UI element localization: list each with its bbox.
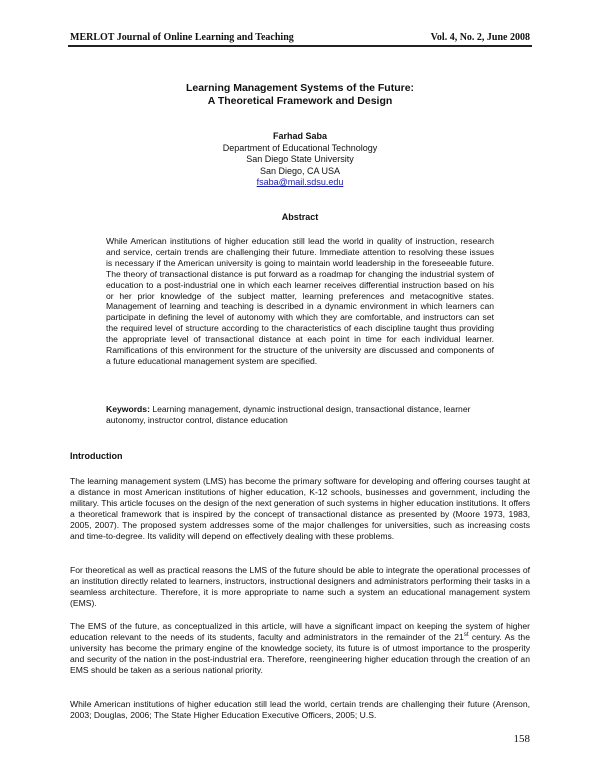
running-header (70, 32, 530, 43)
intro-paragraph-2: For theoretical as well as practical reasons the LMS of the future should be able to integrate the operational processes of an institution directly related to learners, instructors, instructional designers and administrators performing their tasks in a seamless architecture. Therefore, it is more appropriate to name such a system an educational management system (EMS). (70, 565, 530, 608)
paper-title (60, 82, 540, 108)
author-email-link[interactable]: fsaba@mail.sdsu.edu (256, 177, 344, 187)
author-department: Department of Educational Technology (222, 142, 378, 153)
introduction-heading: Introduction (70, 451, 123, 461)
abstract-text: While American institutions of higher education still lead the world in quality of instruction, research and service, certain trends are challenging their future. Immediate attention to resolving these issues is necessary if the American university is going to maintain world leadership in the foreseeable future. The theory of transactional distance is put forward as a roadmap for changing the industrial system of education to a post-industrial one in which each learner receives differential instruction based on his or her prior knowledge of the subject matter, learning preferences and metacognitive states. Management of learning and teaching is described in a dynamic environment in which learners can participate in defining the level of autonomy with which they are comfortable, and instructors can set the required level of structure according to the characteristics of each discipline taught thus providing the appropriate level of transactional distance at each point in time for each individual learner. Ramifications of this environment for the structure of the university are discussed and components of a future educational management system are specified. (106, 236, 494, 366)
page-number: 158 (513, 733, 530, 745)
author-block (100, 131, 500, 189)
intro-paragraph-3-start: The EMS of the future, as conceptualized in this article, will have a significant impact on keeping the system of higher education relevant to the needs of its students, faculty and administrators in the remainder of the 21 (70, 621, 530, 642)
title-line-2: A Theoretical Framework and Design (207, 95, 393, 107)
header-divider (68, 45, 532, 47)
author-name: Farhad Saba (272, 131, 328, 141)
volume-info: Vol. 4, No. 2, June 2008 (430, 32, 530, 43)
ordinal-superscript: st (463, 631, 469, 638)
journal-name: MERLOT Journal of Online Learning and Teaching (70, 32, 294, 43)
intro-paragraph-1: The learning management system (LMS) has become the primary software for developing and offering courses taught at a distance in most American institutions of higher education, K-12 schools, businesses and government, including the military. This article focuses on the design of the next generation of such systems in higher education institutions. It offers a theoretical framework that is inspired by the concept of transactional distance as presented by (Moore 1973, 1983, 2005, 2007). The proposed system addresses some of the major challenges for universities, such as increasing costs and time-to-degree. Its validity will depend on effectively dealing with these problems. (70, 476, 530, 541)
keywords-label: Keywords: (106, 404, 150, 414)
intro-paragraph-4: While American institutions of higher education still lead the world, certain trends are challenging their future (Arenson, 2003; Douglas, 2006; The State Higher Education Executive Officers, 2005; U.S. (70, 699, 530, 720)
author-location: San Diego, CA USA (259, 165, 341, 176)
keywords-text: Learning management, dynamic instructional design, transactional distance, learner autonomy, instructor control, distance education (106, 404, 471, 425)
title-line-1: Learning Management Systems of the Future: (185, 82, 415, 94)
author-university: San Diego State University (246, 154, 354, 164)
abstract-heading: Abstract (281, 212, 319, 222)
keywords (106, 404, 494, 426)
intro-paragraph-3 (70, 621, 530, 676)
intro-paragraph-3-end: century. As the university has become the primary engine of the knowledge society, its future is of utmost importance to the prosperity and security of the nation in the post-industrial era. Therefore, reengineering higher education through the creation of an EMS should be taken as a serious national priority. (70, 631, 530, 675)
